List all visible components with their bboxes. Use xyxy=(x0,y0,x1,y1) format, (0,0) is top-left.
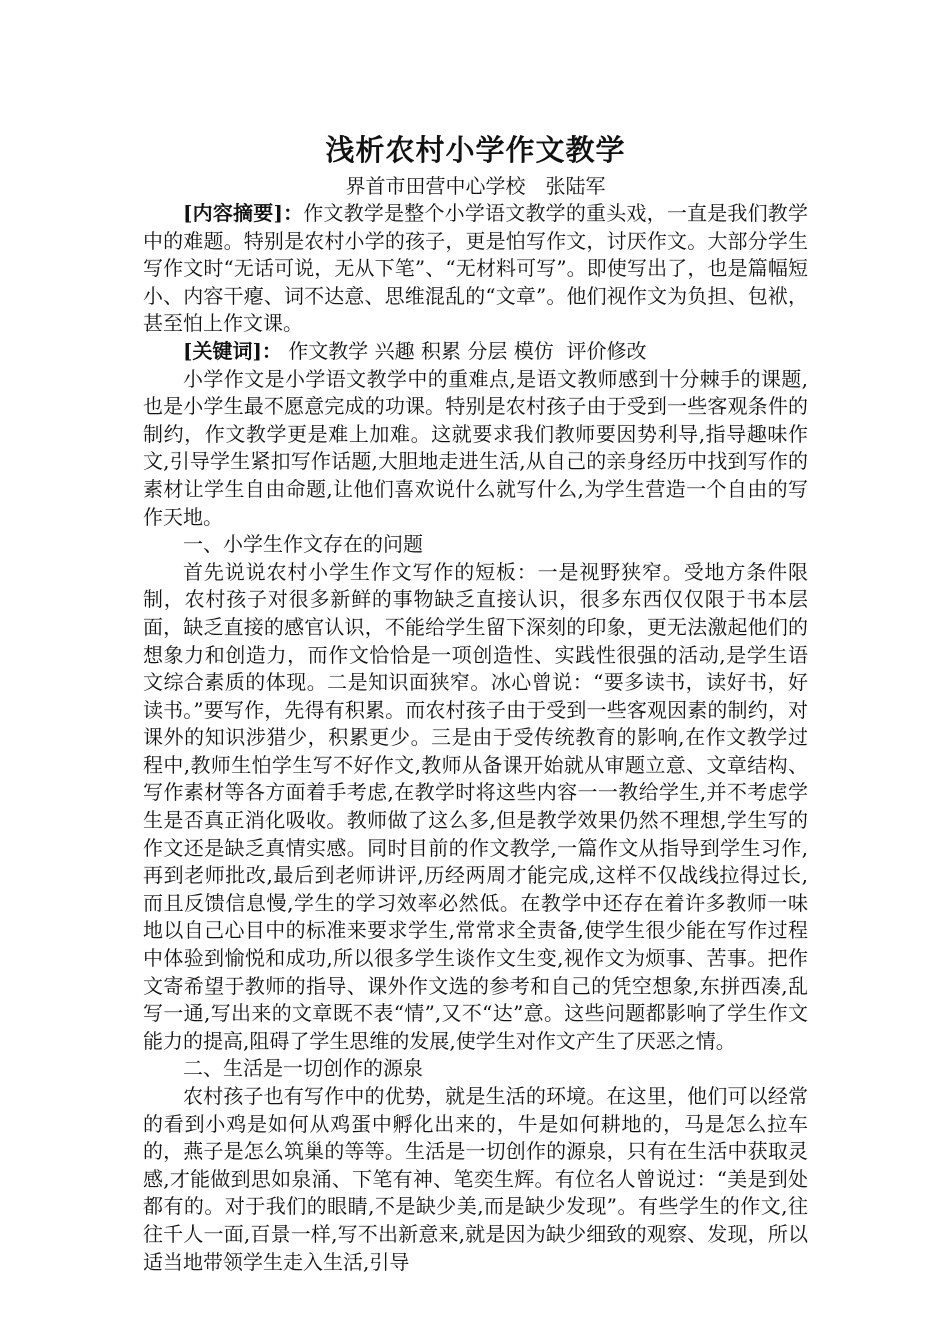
section-2-heading: 二、生活是一切创作的源泉 xyxy=(183,1056,423,1081)
keywords-label: [关键词]： xyxy=(183,338,282,363)
keywords-text: 作文教学 兴趣 积累 分层 模仿 评价修改 xyxy=(281,338,647,363)
abstract-text: 作文教学是整个小学语文教学的重头戏，一直是我们教学中的难题。特别是农村小学的孩子，更是怕写作文，讨厌作文。大部分学生写作文时“无话可说，无从下笔”、“无材料可写”。即使写出了，也是篇幅短小、内容干瘪、词不达意、思维混乱的“文章”。他们视作文为负担、包袱，甚至怕上作文课。 xyxy=(143,201,808,336)
section-2-body: 农村孩子也有写作中的优势，就是生活的环境。在这里，他们可以经常的看到小鸡是如何从鸡蛋中孵化出来的，牛是如何耕地的，马是怎么拉车的，燕子是怎么筑巢的等等。生活是一切创作的源泉，只有在生活中获取灵感,才能做到思如泉涌、下笔有神、笔奕生辉。有位名人曾说过：“美是到处都有的。对于我们的眼睛,不是缺少美,而是缺少发现”。有些学生的作文,往往千人一面,百景一样,写不出新意来,就是因为缺少细致的观察、发现，所以适当地带领学生走入生活,引导 xyxy=(143,1084,808,1274)
section-1-body: 首先说说农村小学生作文写作的短板：一是视野狭窄。受地方条件限制，农村孩子对很多新鲜的事物缺乏直接认识，很多东西仅仅限于书本层面，缺乏直接的感官认识，不能给学生留下深刻的印象，更无法激起他们的想象力和创造力，而作文恰恰是一项创造性、实践性很强的活动,是学生语文综合素质的体现。二是知识面狭窄。冰心曾说：“要多读书，读好书，好读书。”要写作，先得有积累。而农村孩子由于受到一些客观因素的制约，对课外的知识涉猎少，积累更少。三是由于受传统教育的影响,在作文教学过程中,教师生怕学生写不好作文,教师从备课开始就从审题立意、文章结构、写作素材等各方面着手考虑,在教学时将这些内容一一教给学生,并不考虑学生是否真正消化吸收。教师做了这么多,但是教学效果仍然不理想,学生写的作文还是缺乏真情实感。同时目前的作文教学,一篇作文从指导到学生习作,再到老师批改,最后到老师讲评,历经两周才能完成,这样不仅战线拉得过长,而且反馈信息慢,学生的学习效率必然低。在教学中还存在着许多教师一味地以自己心目中的标准来要求学生,常常求全责备,使学生很少能在写作过程中体验到愉悦和成功,所以很多学生谈作文生变,视作文为烦事、苦事。把作文寄希望于教师的指导、课外作文选的参考和自己的凭空想象,东拼西凑,乱写一通,写出来的文章既不表“情”,又不“达”意。这些问题都影响了学生作文能力的提高,阻碍了学生思维的发展,使学生对作文产生了厌恶之情。 xyxy=(143,559,808,1053)
abstract-paragraph xyxy=(143,200,808,338)
keywords-paragraph xyxy=(143,338,808,366)
intro-paragraph: 小学作文是小学语文教学中的重难点,是语文教师感到十分棘手的课题,也是小学生最不愿意完成的功课。特别是农村孩子由于受到一些客观条件的制约，作文教学更是难上加难。这就要求我们教师要因势利导,指导趣味作文,引导学生紧扣写作话题,大胆地走进生活,从自己的亲身经历中找到写作的素材让学生自由命题,让他们喜欢说什么就写什么,为学生营造一个自由的写作天地。 xyxy=(143,366,808,529)
author-byline: 界首市田营中心学校 张陆军 xyxy=(345,174,606,198)
section-1-heading: 一、小学生作文存在的问题 xyxy=(183,532,423,557)
abstract-label: [内容摘要]： xyxy=(183,201,304,225)
document-page xyxy=(143,128,808,1276)
document-title: 浅析农村小学作文教学 xyxy=(325,133,626,167)
